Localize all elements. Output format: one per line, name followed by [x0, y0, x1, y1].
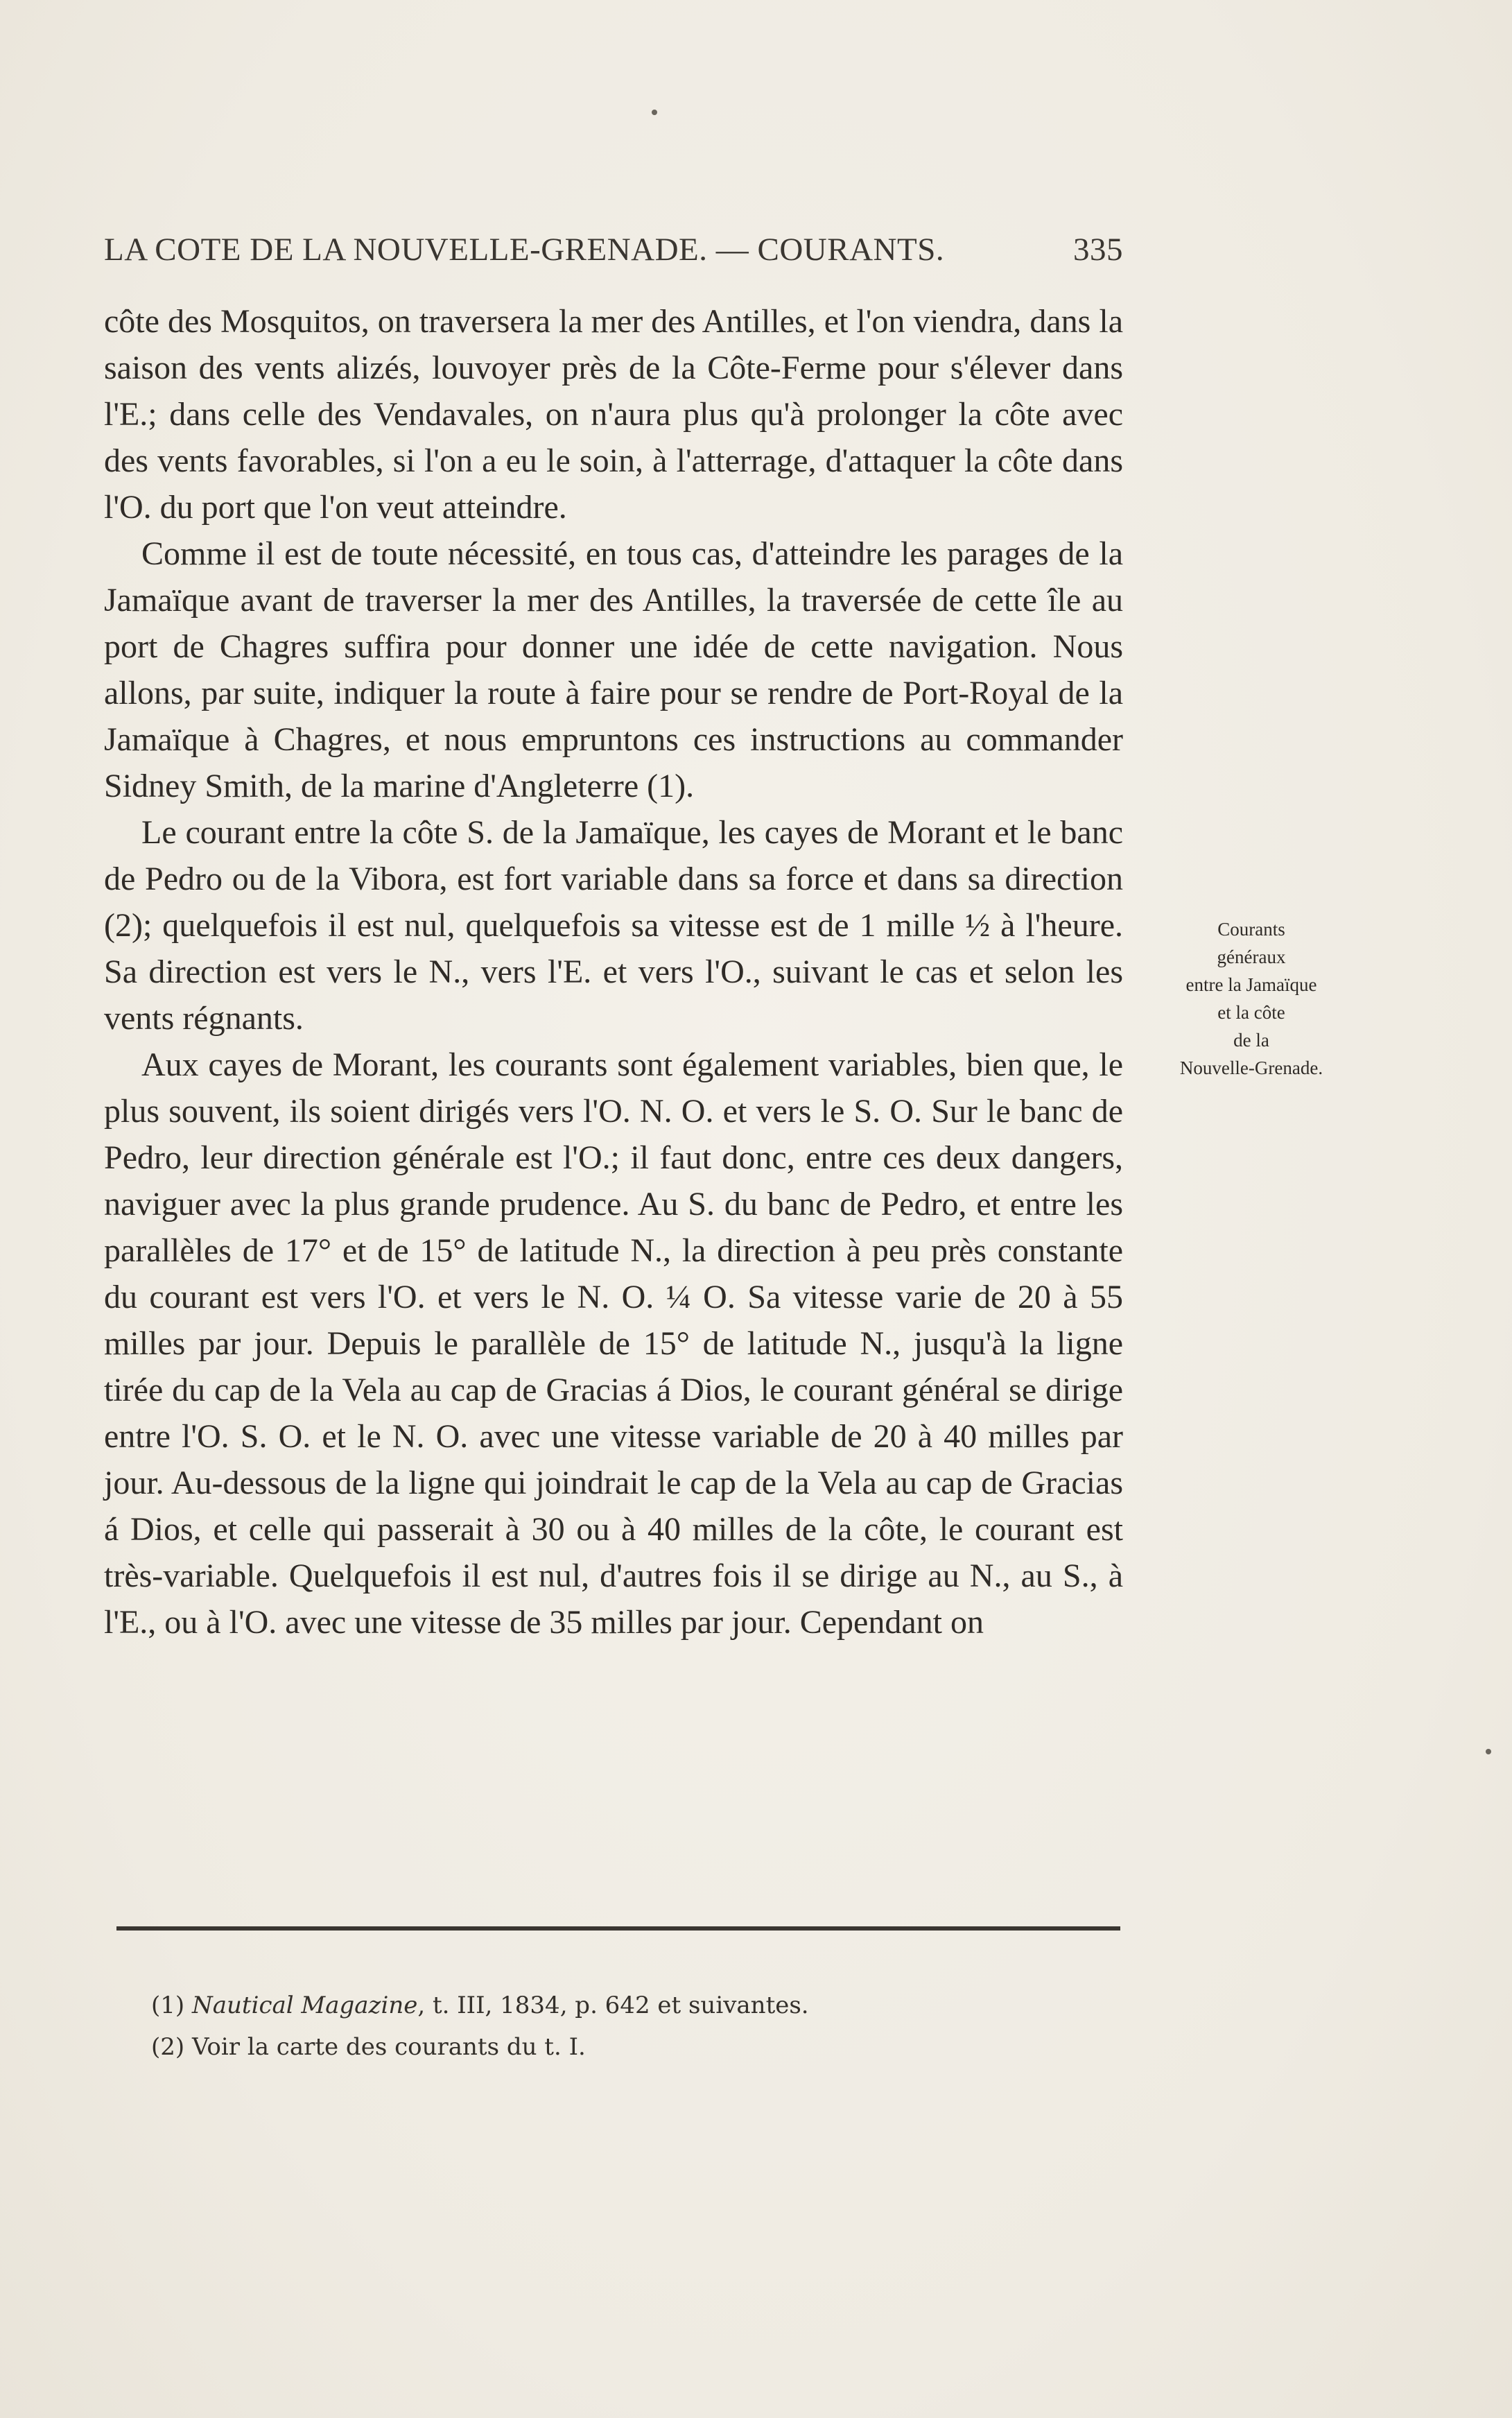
- header-title: LA COTE DE LA NOUVELLE-GRENADE. — COURANTS.: [104, 232, 945, 268]
- paragraph: Comme il est de toute nécessité, en tous cas, d'atteindre les parages de la Jamaïque avant de traverser la mer des Antilles, la traversée de cette île au port de Chagres suffira pour donner une idée de cette navigation. Nous allons, par suite, indiquer la route à faire pour se rendre de Port-Royal de la Jamaïque à Chagres, et nous empruntons ces instructions au commander Sidney Smith, de la marine d'Angleterre (1).: [104, 535, 1123, 804]
- footnote-title: Nautical Magazine: [191, 1992, 418, 2019]
- footnote-text: Voir la carte des courants du t. I.: [191, 2033, 586, 2061]
- margin-note-line: Nouvelle-Grenade.: [1179, 1057, 1323, 1078]
- footnote-text: , t. III, 1834, p. 642 et suivantes.: [417, 1992, 809, 2019]
- margin-note: [1137, 915, 1366, 1082]
- running-header: [104, 231, 1123, 268]
- page-number: 335: [1073, 232, 1123, 268]
- paragraph: côte des Mosquitos, on traversera la mer des Antilles, et l'on viendra, dans la saison des vents alizés, louvoyer près de la Côte-Ferme pour s'élever dans l'E.; dans celle des Vendavales, on n'aura plus qu'à prolonger la côte avec des vents favorables, si l'on a eu le soin, à l'atterrage, d'attaquer la côte dans l'O. du port que l'on veut atteindre.: [104, 303, 1123, 526]
- margin-note-line: Courants: [1217, 919, 1285, 940]
- footnote: [151, 1985, 1094, 2026]
- paragraph: Aux cayes de Morant, les courants sont également variables, bien que, le plus souvent, ils soient dirigés vers l'O. N. O. et vers le S. O. Sur le banc de Pedro, leur direction générale est l'O.; il faut donc, entre ces deux dangers, naviguer avec la plus grande prudence. Au S. du banc de Pedro, et entre les parallèles de 17° et de 15° de latitude N., la direction à peu près constante du courant est vers l'O. et vers le N. O. ¼ O. Sa vitesse varie de 20 à 55 milles par jour. Depuis le parallèle de 15° de latitude N., jusqu'à la ligne tirée du cap de la Vela au cap de Gracias á Dios, le courant général se dirige entre l'O. S. O. et le N. O. avec une vitesse variable de 20 à 40 milles par jour. Au-dessous de la ligne qui joindrait le cap de la Vela au cap de Gracias á Dios, et celle qui passerait à 30 ou à 40 milles de la côte, le courant est très-variable. Quelquefois il est nul, d'autres fois il se dirige au N., au S., à l'E., ou à l'O. avec une vitesse de 35 milles par jour. Cependant on: [104, 1046, 1123, 1641]
- footnote: [151, 2026, 1094, 2068]
- footnote-marker: (1): [151, 1992, 185, 2019]
- paragraph: Le courant entre la côte S. de la Jamaïque, les cayes de Morant et le banc de Pedro ou de la Vibora, est fort variable dans sa force et dans sa direction (2); quelquefois il est nul, quelquefois sa vitesse est de 1 mille ½ à l'heure. Sa direction est vers le N., vers l'E. et vers l'O., suivant le cas et selon les vents régnants.: [104, 814, 1123, 1037]
- paper-speck: [652, 110, 657, 115]
- footnote-marker: (2): [151, 2033, 185, 2061]
- margin-note-line: généraux: [1217, 947, 1286, 967]
- margin-note-line: entre la Jamaïque: [1185, 974, 1317, 995]
- paper-speck: [1486, 1749, 1491, 1754]
- footnotes: [151, 1985, 1094, 2068]
- margin-note-line: de la: [1233, 1030, 1269, 1051]
- footnote-divider: [116, 1926, 1120, 1931]
- body-text: [104, 298, 1123, 1646]
- margin-note-line: et la côte: [1217, 1002, 1285, 1023]
